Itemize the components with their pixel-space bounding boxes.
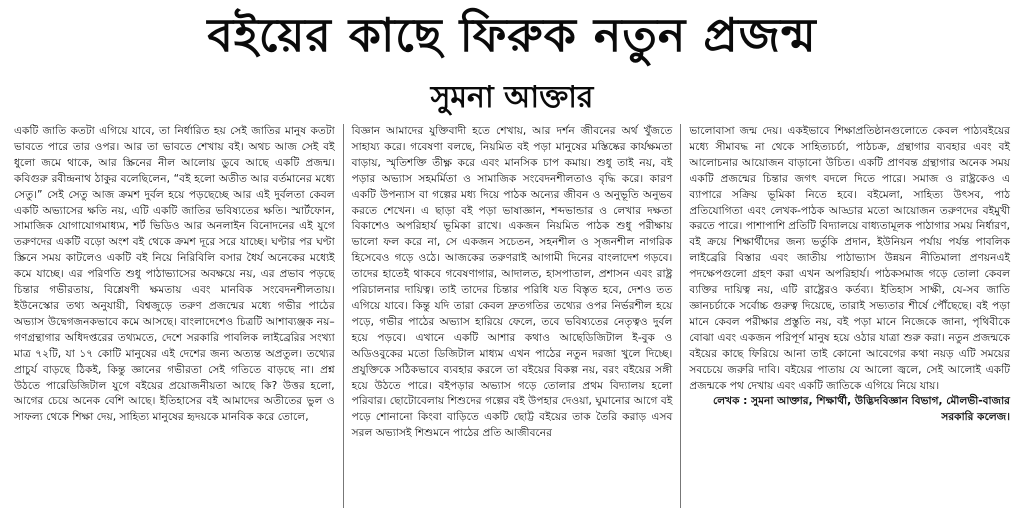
- article-column-1: [6, 124, 343, 508]
- column-text: একটি জাতি কতটা এগিয়ে যাবে, তা নির্ধারিত হয় সেই জাতির মানুষ কতটা ভাবতে পারে তার ওপর। আর তা ভাবতে শেখায় বই। অথচ আজ সেই বই ধুলো জমে থাকে, আর স্ক্রিনের নীল আলোয় ডুবে আছে একটি প্রজন্ম। কবিগুরু রবীন্দ্রনাথ ঠাকুর বলেছিলেন, “বই হলো অতীত আর বর্তমানের মধ্যে সেতু।” সেই সেতু আজ ক্রমশ দুর্বল হয়ে পড়ছেচ্ছে আর এই দুর্বলতা কেবল একটি অভ্যাসের ক্ষতি নয়, এটি একটি জাতির ভবিষ্যতের ক্ষতি। স্মার্টফোন, সামাজিক যোগাযোগমাধ্যম, শর্ট ভিডিও আর অনলাইন বিনোদনের এই যুগে তরুণদের একটি বড়ো অংশ বই থেকে ক্রমশ দূরে সরে যাচ্ছে। ঘণ্টার পর ঘণ্টা স্ক্রিনে সময় কাটলেও একটি বই নিয়ে নিরিবিলি বসার ধৈর্য অনেকের মধ্যেই কমে যাচ্ছে। এর পরিণতি শুধু পাঠাভ্যাসের অবক্ষয়ে নয়, এর প্রভাব পড়ছে চিন্তার গভীরতায়, বিশ্লেষণী ক্ষমতায় এবং মানবিক সংবেদনশীলতায়। ইউনেস্কোর তথ্য অনুযায়ী, বিশ্বজুড়ে তরুণ প্রজন্মের মধ্যে গভীর পাঠের অভ্যাস উদ্বেগজনকভাবে কমে আসছে। বাংলাদেশেও চিত্রটি আশাব্যঞ্জক নয়– গণগ্রন্থাগার অধিদপ্তরের তথ্যমতে, দেশে সরকারি পাবলিক লাইব্রেরির সংখ্যা মাত্র ৭২টি, যা ১৭ কোটি মানুষের এই দেশের জন্য অত্যন্ত অপ্রতুল। তথ্যের প্রাচুর্য বাড়ছে ঠিকই, কিন্তু জ্ঞানের গভীরতা সেই গতিতে বাড়ছে না। প্রশ্ন উঠতে পারেডিজিটাল যুগে বইয়ের প্রয়োজনীয়তা আছে কি? উত্তর হলো, আগের চেয়ে অনেক বেশি আছে। ইতিহাসের বই আমাদের অতীতের ভুল ও সাফল্য থেকে শিক্ষা দেয়, সাহিত্য মানুষের হৃদয়কে মানবিক করে তোলে,: [14, 125, 335, 424]
- article-body: [6, 124, 1018, 508]
- article-headline: বইয়ের কাছে ফিরুক নতুন প্রজন্ম: [207, 8, 817, 62]
- author-credit: লেখক : সুমনা আক্তার, শিক্ষার্থী, উদ্ভিদবিজ্ঞান বিভাগ, মৌলভী-বাজার সরকারি কলেজ।: [712, 395, 1011, 424]
- article-column-2: [343, 124, 681, 508]
- column-text: ভালোবাসা জন্ম দেয়। একইভাবে শিক্ষাপ্রতিষ্ঠানগুলোতে কেবল পাঠ্যবইয়ের মধ্যে সীমাবদ্ধ না থেকে সাহিত্যচর্চা, পাঠচক্র, গ্রন্থাগার ব্যবহার এবং বই আলোচনার আয়োজন বাড়ানো উচিত। একটি প্রাণবন্ত গ্রন্থাগার অনেক সময় একটি প্রজন্মের চিন্তার জগৎ বদলে দিতে পারে। সমাজ ও রাষ্ট্রকেও এ ব্যাপারে সক্রিয় ভূমিকা নিতে হবে। বইমেলা, সাহিত্য উৎসব, পাঠ প্রতিযোগিতা এবং লেখক-পাঠক আড্ডার মতো আয়োজন তরুণদের বইমুখী করতে পারে। পাশাপাশি প্রতিটি বিদ্যালয়ে বাধ্যতামূলক পাঠাগার সময় নির্ধারণ, বই ক্রয়ে শিক্ষার্থীদের জন্য ভর্তুকি প্রদান, ইউনিয়ন পর্যায় পর্যন্ত পাবলিক লাইব্রেরি বিস্তার এবং জাতীয় পাঠাভ্যাস উন্নয়ন নীতিমালা প্রণয়নএই পদক্ষেপগুলো গ্রহণ করা এখন অপরিহার্য। পাঠকসমাজ গড়ে তোলা কেবল ব্যক্তির দায়িত্ব নয়, এটি রাষ্ট্রেরও কর্তব্য। ইতিহাস সাক্ষী, যে-সব জাতি জ্ঞানচর্চাকে সর্বোচ্চ গুরুত্ব দিয়েছে, তারাই সভ্যতার শীর্ষে পৌঁছেছে। বই পড়া মানে কেবল পরীক্ষার প্রস্তুতি নয়, বই পড়া মানে নিজেকে জানা, পৃথিবীকে বোঝা এবং একজন পরিপূর্ণ মানুষ হয়ে ওঠার যাত্রা শুরু করা। নতুন প্রজন্মকে বইয়ের কাছে ফিরিয়ে আনা তাই কোনো আবেগের কথা নয়ড় এটি সময়ের সবচেয়ে জরুরি দাবি। বইয়ের পাতায় যে আলো জ্বলে, সেই আলোই একটি প্রজন্মকে পথ দেখায় এবং একটি জাতিকে এগিয়ে নিয়ে যায়।: [689, 125, 1011, 392]
- column-text: বিজ্ঞান আমাদের যুক্তিবাদী হতে শেখায়, আর দর্শন জীবনের অর্থ খুঁজতে সাহায্য করে। গবেষণা বলছে, নিয়মিত বই পড়া মানুষের মস্তিষ্কের কার্যক্ষমতা বাড়ায়, স্মৃতিশক্তি তীক্ষ্ণ করে এবং মানসিক চাপ কমায়। শুধু তাই নয়, বই পড়ার অভ্যাস সহমর্মিতা ও সামাজিক সংবেদনশীলতাও বৃদ্ধি করে। কারণ একটি উপন্যাস বা গল্পের মধ্য দিয়ে পাঠক অন্যের জীবন ও অনুভূতি অনুভব করতে শেখেন। এ ছাড়া বই পড়া ভাষাজ্ঞান, শব্দভান্ডার ও লেখার দক্ষতা বিকাশেও অপরিহার্য ভূমিকা রাখে। একজন নিয়মিত পাঠক শুধু পরীক্ষায় ভালো ফল করে না, সে একজন সচেতন, সহনশীল ও সৃজনশীল নাগরিক হিসেবেও গড়ে ওঠে। আজকের তরুণরাই আগামী দিনের বাংলাদেশ গড়বে। তাদের হাতেই থাকবে গবেষণাগার, আদালত, হাসপাতাল, প্রশাসন এবং রাষ্ট্র পরিচালনার দায়িত্ব। তাই তাদের চিন্তার পরিধি যত বিস্তৃত হবে, দেশও তত এগিয়ে যাবে। কিন্তু যদি তারা কেবল দ্রুতগতির তথ্যের ওপর নির্ভরশীল হয়ে পড়ে, গভীর পাঠের অভ্যাস হারিয়ে ফেলে, তবে ভবিষ্যতের নেতৃত্বও দুর্বল হয়ে পড়বে। এখানে একটি আশার কথাও আছেডিজিটাল ই-বুক ও অডিওবুকের মতো ডিজিটাল মাধ্যম এখন পাঠের নতুন দরজা খুলে দিচ্ছে। প্রযুক্তিকে সঠিকভাবে ব্যবহার করলে তা বইয়ের বিকল্প নয়, বরং বইয়ের সঙ্গী হয়ে উঠতে পারে। বইপড়ার অভ্যাস গড়ে তোলার প্রথম বিদ্যালয় হলো পরিবার। ছোটোবেলায় শিশুদের গল্পের বই উপহার দেওয়া, ঘুমানোর আগে বই পড়ে শোনানো কিংবা বাড়িতে একটি ছোট্ট বইয়ের তাক তৈরি করাড় এসব সরল অভ্যাসই শিশুমনে পাঠের প্রতি আজীবনের: [351, 125, 673, 440]
- article-column-3: [680, 124, 1018, 508]
- article-byline: সুমনা আক্তার: [430, 80, 594, 115]
